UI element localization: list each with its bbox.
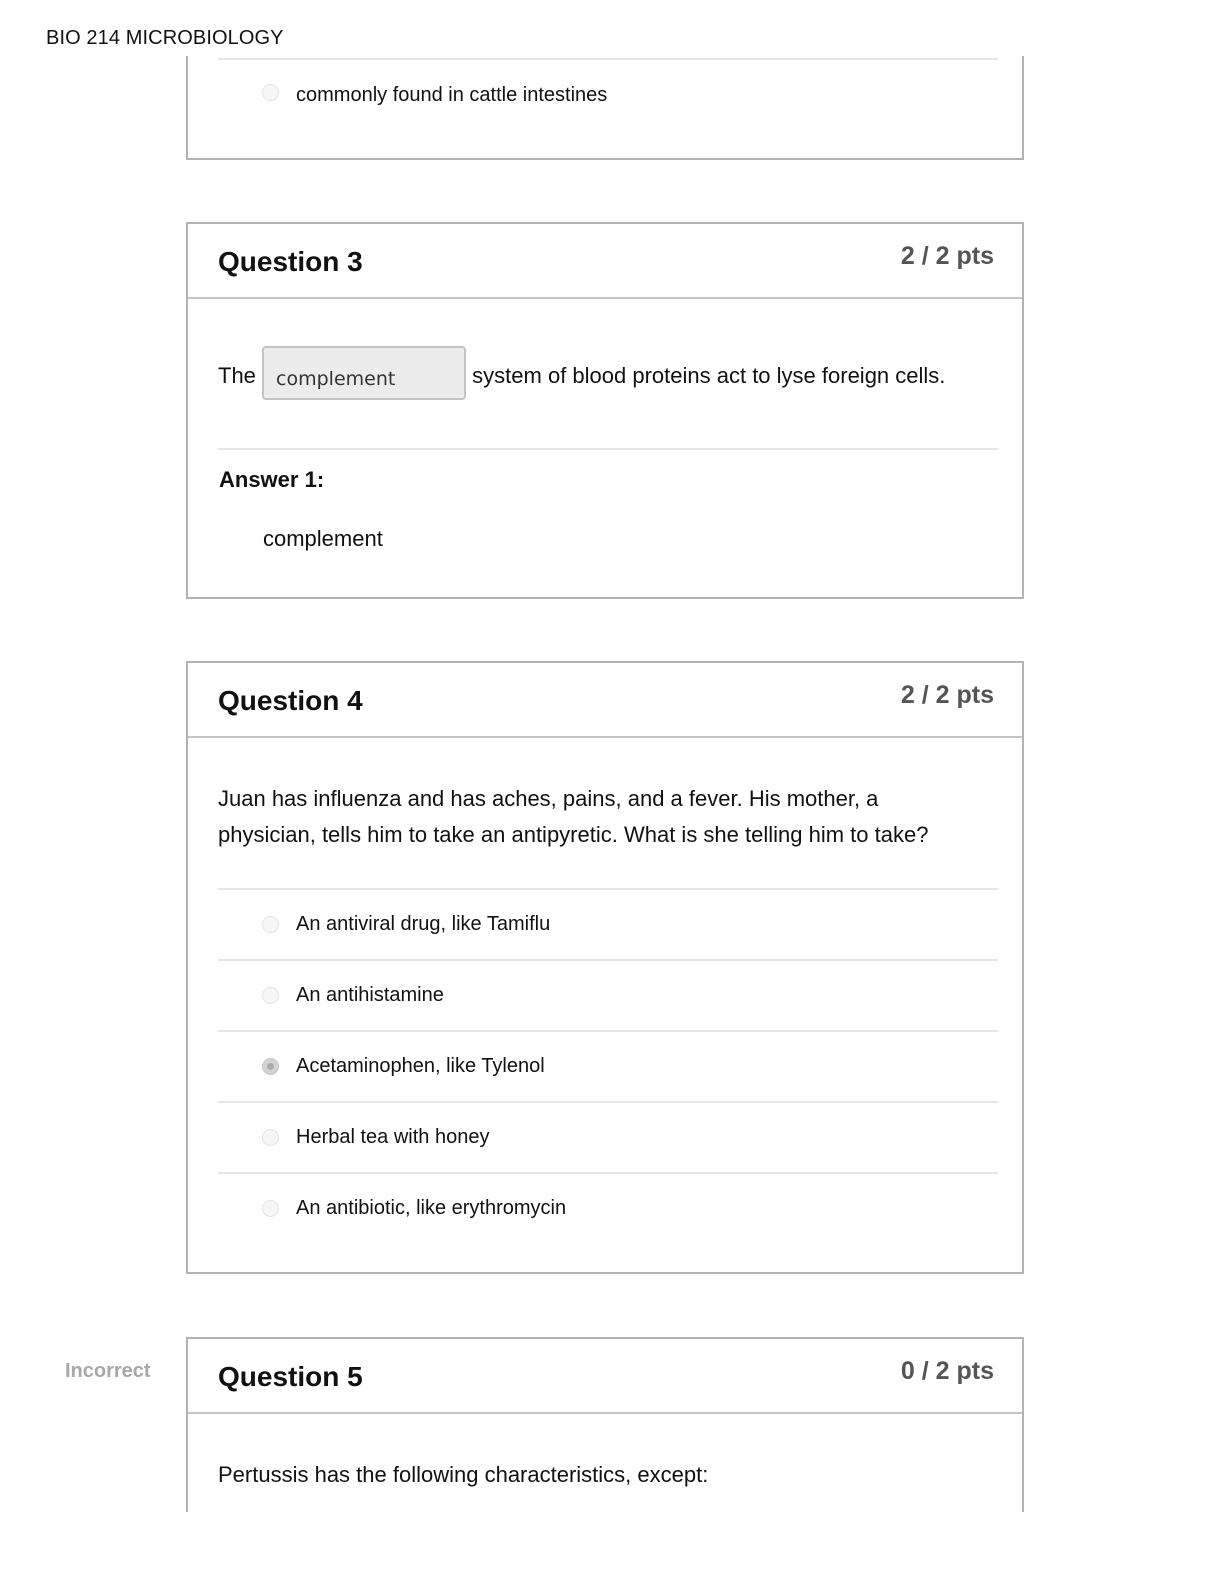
- option-label: commonly found in cattle intestines: [296, 84, 608, 106]
- answer-option[interactable]: [218, 58, 998, 160]
- prompt-line: physician, tells him to take an antipyretic. What is she telling him to take?: [218, 822, 929, 847]
- question-header: [188, 224, 1022, 299]
- question-4-card: [186, 661, 1024, 1274]
- question-title: Question 3: [218, 246, 363, 277]
- question-title: Question 4: [218, 685, 363, 716]
- answer-label: Answer 1:: [219, 467, 325, 492]
- question-prompt: [218, 350, 1008, 404]
- radio-unselected-icon[interactable]: [262, 916, 279, 933]
- radio-selected-icon[interactable]: [262, 1058, 279, 1075]
- question-prompt: Pertussis has the following characteristics, except:: [218, 1462, 709, 1487]
- question-3-card: [186, 222, 1024, 599]
- option-label: An antiviral drug, like Tamiflu: [296, 913, 551, 935]
- question-title: Question 5: [218, 1361, 363, 1392]
- divider: [218, 448, 998, 450]
- answer-option[interactable]: [218, 959, 998, 1032]
- incorrect-status-label: Incorrect: [65, 1360, 151, 1382]
- question-header: [188, 663, 1022, 738]
- question-header: [188, 1339, 1022, 1414]
- question-points: 0 / 2 pts: [900, 1357, 994, 1385]
- radio-unselected-icon[interactable]: [262, 84, 279, 101]
- question-2-card: [186, 56, 1024, 160]
- answer-option[interactable]: [218, 1172, 998, 1245]
- option-label: Herbal tea with honey: [296, 1126, 490, 1148]
- question-points: 2 / 2 pts: [900, 242, 994, 270]
- answer-option[interactable]: [218, 1101, 998, 1174]
- question-points: 2 / 2 pts: [900, 681, 994, 709]
- radio-unselected-icon[interactable]: [262, 987, 279, 1004]
- document-header: BIO 214 MICROBIOLOGY: [46, 27, 284, 49]
- option-label: An antibiotic, like erythromycin: [296, 1197, 567, 1219]
- answer-option[interactable]: [218, 1030, 998, 1103]
- radio-unselected-icon[interactable]: [262, 1129, 279, 1146]
- question-prompt: [218, 781, 1008, 853]
- question-5-card: [186, 1337, 1024, 1512]
- prompt-text-after: system of blood proteins act to lyse foreign cells.: [472, 362, 946, 388]
- radio-unselected-icon[interactable]: [262, 1200, 279, 1217]
- option-label: Acetaminophen, like Tylenol: [296, 1055, 545, 1077]
- prompt-line: Juan has influenza and has aches, pains, and a fever. His mother, a: [218, 786, 879, 811]
- answer-value: complement: [263, 526, 383, 551]
- prompt-text-before: The: [218, 362, 256, 388]
- fill-in-blank-input[interactable]: complement: [262, 346, 466, 400]
- option-label: An antihistamine: [296, 984, 444, 1006]
- answer-option[interactable]: [218, 888, 998, 961]
